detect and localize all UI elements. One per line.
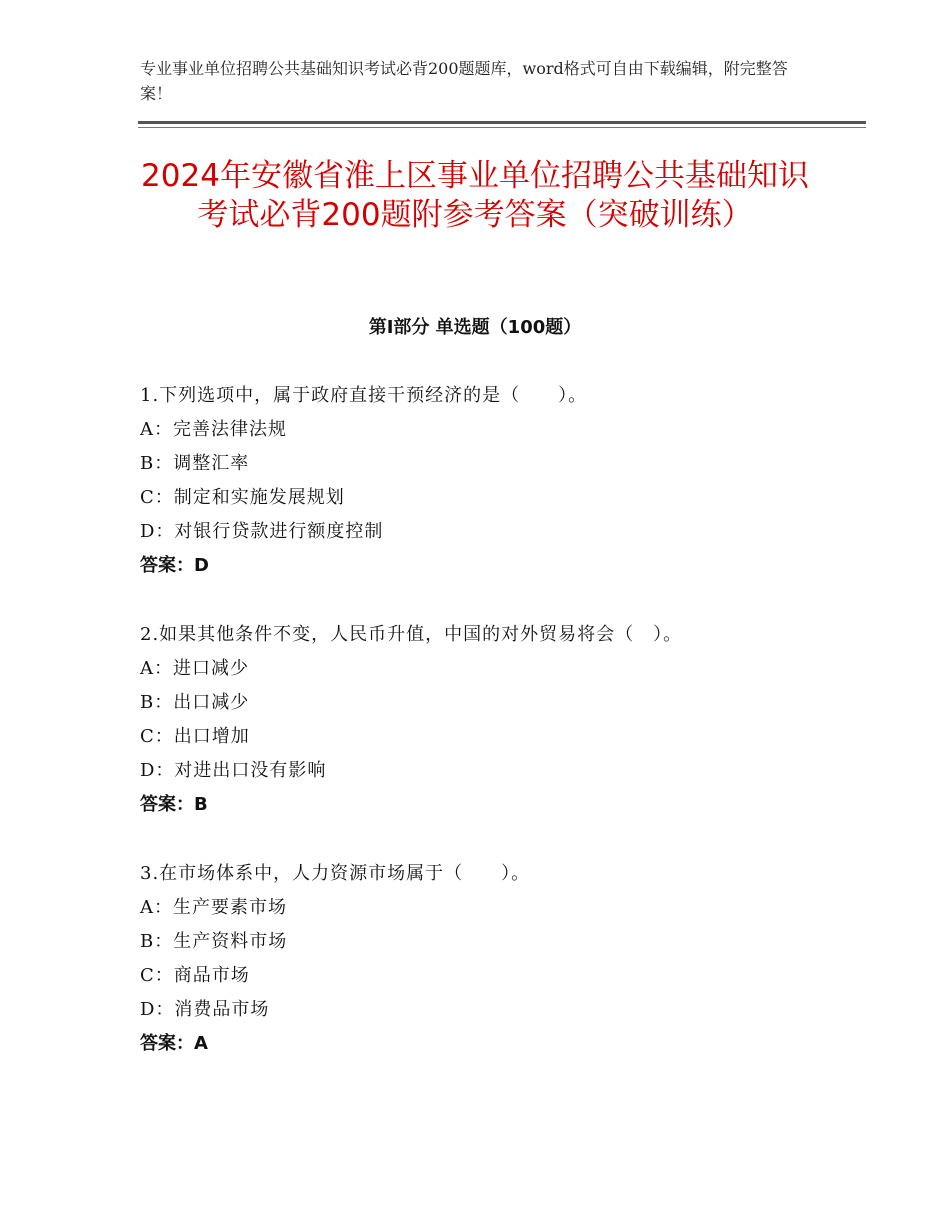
option-b: B：生产资料市场 [140,931,288,952]
question-stem: 1.下列选项中，属于政府直接干预经济的是（ ）。 [140,385,588,406]
question-block [140,618,840,822]
option-c: C：出口增加 [140,726,250,747]
question-block [140,857,840,1061]
question-block [140,379,840,583]
answer-key: 答案：A [140,1033,208,1054]
option-d: D：对银行贷款进行额度控制 [140,521,384,542]
option-d: D：消费品市场 [140,999,270,1020]
document-title: 2024年安徽省淮上区事业单位招聘公共基础知识考试必背200题附参考答案（突破训练） [141,158,809,233]
option-c: C：商品市场 [140,965,250,986]
option-b: B：出口减少 [140,692,250,713]
section-heading: 第Ⅰ部分 单选题（100题） [368,317,582,338]
option-d: D：对进出口没有影响 [140,760,327,781]
option-c: C：制定和实施发展规划 [140,487,345,508]
option-a: A：完善法律法规 [140,419,287,440]
question-stem: 3.在市场体系中，人力资源市场属于（ ）。 [140,863,531,884]
header-divider-thick [138,121,866,124]
answer-key: 答案：B [140,794,208,815]
header-divider-thin [138,127,866,128]
answer-key: 答案：D [140,555,209,576]
header-note: 专业事业单位招聘公共基础知识考试必背200题题库，word格式可自由下载编辑，附完整答案！ [140,59,788,103]
option-a: A：进口减少 [140,658,249,679]
option-b: B：调整汇率 [140,453,250,474]
question-stem: 2.如果其他条件不变，人民币升值，中国的对外贸易将会（ ）。 [140,624,683,645]
option-a: A：生产要素市场 [140,897,287,918]
